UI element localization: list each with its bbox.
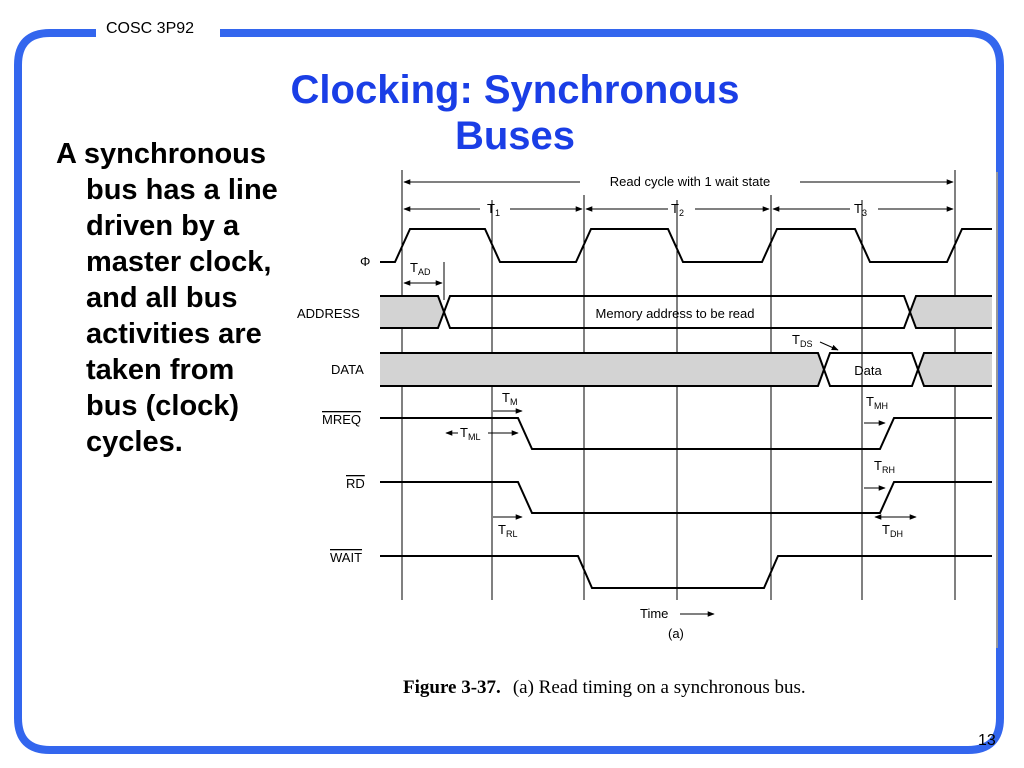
bullet-line: A synchronous [56, 138, 267, 170]
tml-label: $T_{ML}$ [460, 425, 481, 442]
bullet-line: cycles. [86, 426, 183, 458]
tdh-label: $T_{DH}$ [882, 522, 903, 539]
figure-caption [403, 677, 806, 698]
clock-label: Φ [360, 254, 371, 269]
page-number: 13 [978, 732, 996, 749]
address-bus [380, 296, 992, 328]
caption-text: (a) Read timing on a synchronous bus. [512, 677, 806, 698]
bullet-line: bus has a line [86, 174, 278, 206]
trh-label: $T_{RH}$ [874, 458, 895, 475]
cycle-label-t2: $T_2$ [671, 201, 684, 218]
address-text: Memory address to be read [595, 306, 755, 321]
bullet-line: bus (clock) [86, 390, 240, 422]
wait-waveform [380, 556, 992, 588]
course-label: COSC 3P92 [100, 20, 200, 38]
tm-label: $T_M$ [502, 390, 518, 407]
tmh-label: $T_{MH}$ [866, 394, 888, 411]
wait-label: WAIT [330, 550, 363, 565]
data-gray-right [918, 353, 992, 386]
data-label: DATA [331, 362, 364, 377]
time-label: Time [640, 606, 669, 621]
address-gray-right [910, 296, 992, 328]
mreq-label: MREQ [322, 412, 361, 427]
read-cycle-span [404, 174, 953, 189]
tds-label: $T_{DS}$ [792, 332, 813, 349]
bullet-line: master clock, [86, 246, 272, 278]
bullet-line: driven by a [86, 210, 240, 242]
data-gray-left [380, 353, 824, 386]
trl-label: $T_{RL}$ [498, 522, 518, 539]
data-bus [380, 353, 992, 386]
rd-label: RD [346, 476, 365, 491]
cycle-spans [404, 201, 953, 218]
cycle-label-t3: $T_3$ [854, 201, 867, 218]
data-text: Data [854, 363, 882, 378]
tds-arrow [820, 342, 838, 350]
caption-bold: Figure 3-37. [403, 677, 501, 698]
clock-waveform [380, 229, 992, 262]
tad-label: $T_{AD}$ [410, 260, 431, 277]
slide-title-line-1: Clocking: Synchronous [290, 68, 740, 112]
bullet-line: and all bus [86, 282, 238, 314]
bullet-line: activities are [86, 318, 262, 350]
cycle-label-t1: $T_1$ [487, 201, 500, 218]
image-edge [996, 172, 998, 648]
address-gray-left [380, 296, 444, 328]
subfigure-label: (a) [668, 626, 684, 641]
read-cycle-label: Read cycle with 1 wait state [609, 174, 771, 189]
rd-waveform [380, 482, 992, 513]
bullet-line: taken from [86, 354, 235, 386]
slide-title-line-2: Buses [454, 114, 576, 158]
address-label: ADDRESS [297, 306, 360, 321]
